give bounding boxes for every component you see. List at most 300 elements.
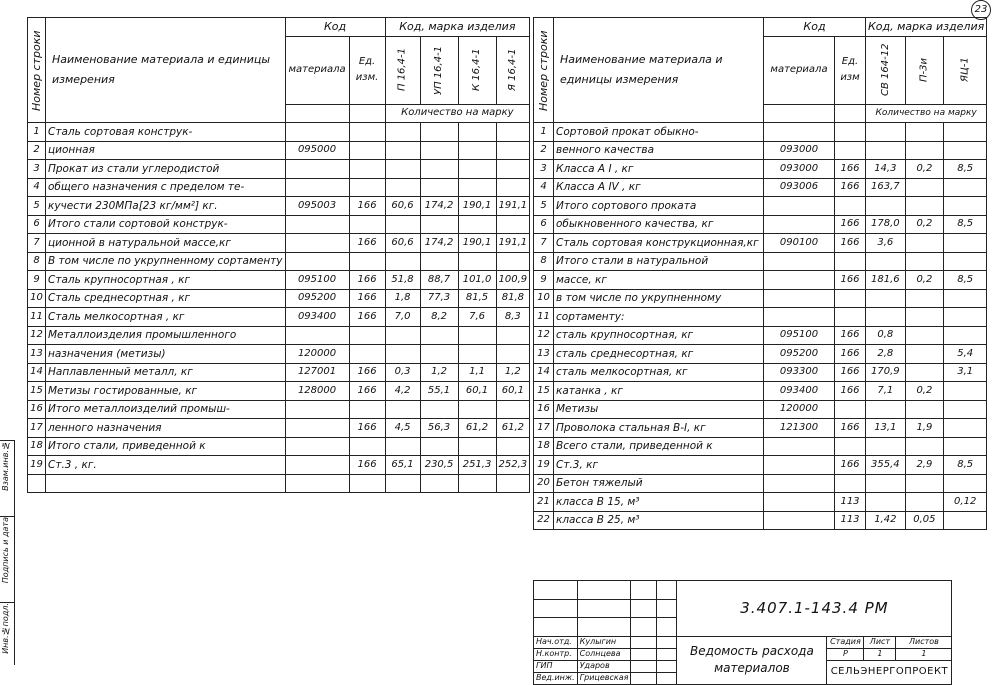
material-name: массе, кг (554, 271, 764, 290)
material-name: общего назначения с пределом те- (46, 178, 286, 197)
quantity-cell: 4,2 (385, 382, 420, 401)
table-row (28, 437, 530, 456)
mark-header: УП 16,4-1 (420, 36, 458, 104)
table-row (534, 160, 987, 179)
material-code (285, 437, 349, 456)
quantity-cell (496, 215, 530, 234)
quantity-cell (385, 160, 420, 179)
material-name: Класса А ІV , кг (554, 178, 764, 197)
row-number-header: Номер строки (534, 18, 554, 123)
quantity-cell: 191,1 (496, 197, 530, 216)
quantity-cell: 1,1 (458, 363, 496, 382)
material-code (285, 215, 349, 234)
quantity-cell (385, 123, 420, 142)
material-code: 090100 (764, 234, 835, 253)
table-row (534, 474, 987, 493)
table-row (534, 141, 987, 160)
material-name: Итого металлоизделий промыш- (46, 400, 286, 419)
material-code: 093000 (764, 141, 835, 160)
material-name: сортаменту: (554, 308, 764, 327)
quantity-cell (944, 511, 987, 530)
quantity-cell (385, 474, 420, 493)
table-row (28, 197, 530, 216)
table-row (534, 511, 987, 530)
stage-label: Стадия (827, 636, 864, 648)
unit-code (349, 252, 385, 271)
product-mark-header: Код, марка изделия (385, 18, 530, 37)
quantity-cell: 56,3 (420, 419, 458, 438)
material-name: Всего стали, приведенной к (554, 437, 764, 456)
material-name: назначения (метизы) (46, 345, 286, 364)
mark-header: ЯЦ-1 (944, 36, 987, 104)
sheets-value: 1 (896, 648, 952, 660)
quantity-cell: 60,1 (458, 382, 496, 401)
row-number: 16 (28, 400, 46, 419)
material-name: Ст.3, кг (554, 456, 764, 475)
material-code (285, 456, 349, 475)
quantity-cell: 8,3 (496, 308, 530, 327)
unit-code (835, 308, 866, 327)
unit-code: 166 (835, 326, 866, 345)
person-name: Ударов (577, 660, 631, 672)
table-row (28, 252, 530, 271)
table-row (534, 178, 987, 197)
row-number: 1 (28, 123, 46, 142)
material-name (46, 474, 286, 493)
document-code: 3.407.1-143.4 РМ (677, 581, 952, 637)
material-code: 095003 (285, 197, 349, 216)
quantity-cell (866, 474, 906, 493)
row-number: 6 (28, 215, 46, 234)
table-row (534, 382, 987, 401)
material-name: ционной в натуральной массе,кг (46, 234, 286, 253)
material-code (764, 437, 835, 456)
side-stamp (0, 440, 15, 665)
unit-code (349, 474, 385, 493)
unit-code: 166 (835, 363, 866, 382)
quantity-cell: 7,6 (458, 308, 496, 327)
quantity-cell (866, 493, 906, 512)
person-name: Кулыгин (577, 636, 631, 648)
row-number: 20 (534, 474, 554, 493)
material-code (764, 511, 835, 530)
unit-code: 166 (835, 456, 866, 475)
quantity-cell: 60,6 (385, 234, 420, 253)
row-number: 9 (28, 271, 46, 290)
unit-code (835, 252, 866, 271)
material-name: кучести 230МПа[23 кг/мм²] кг. (46, 197, 286, 216)
quantity-cell: 0,2 (905, 215, 944, 234)
table-row (28, 308, 530, 327)
material-code: 095000 (285, 141, 349, 160)
quantity-cell: 14,3 (866, 160, 906, 179)
material-code (285, 178, 349, 197)
row-number: 15 (28, 382, 46, 401)
material-code: 120000 (285, 345, 349, 364)
material-code: 093000 (764, 160, 835, 179)
material-code (764, 123, 835, 142)
quantity-cell (944, 197, 987, 216)
quantity-cell (866, 123, 906, 142)
quantity-cell: 100,9 (496, 271, 530, 290)
quantity-cell (866, 308, 906, 327)
row-number: 13 (534, 345, 554, 364)
material-name: Проволока стальная В-І, кг (554, 419, 764, 438)
table-row (28, 326, 530, 345)
quantity-cell (385, 178, 420, 197)
quantity-cell: 8,5 (944, 215, 987, 234)
row-number: 9 (534, 271, 554, 290)
quantity-cell (420, 437, 458, 456)
quantity-cell (458, 123, 496, 142)
material-name: Ст.3 , кг. (46, 456, 286, 475)
unit-code: 113 (835, 493, 866, 512)
material-code: 095200 (764, 345, 835, 364)
material-name: сталь крупносортная, кг (554, 326, 764, 345)
quantity-cell (866, 197, 906, 216)
quantity-cell: 174,2 (420, 234, 458, 253)
material-code: 093400 (285, 308, 349, 327)
row-number: 7 (534, 234, 554, 253)
material-name: сталь среднесортная, кг (554, 345, 764, 364)
quantity-cell (905, 308, 944, 327)
unit-code: 166 (835, 178, 866, 197)
quantity-header: Количество на марку (385, 104, 530, 123)
role-label: Нач.отд. (534, 636, 578, 648)
quantity-cell (496, 141, 530, 160)
code-header: Код (285, 18, 385, 37)
quantity-cell (458, 178, 496, 197)
table-row (28, 271, 530, 290)
quantity-cell (905, 437, 944, 456)
quantity-cell (496, 400, 530, 419)
material-name: В том числе по укрупненному сортаменту (46, 252, 286, 271)
quantity-cell: 0,2 (905, 160, 944, 179)
table-row (28, 160, 530, 179)
material-code: 095200 (285, 289, 349, 308)
quantity-cell (458, 160, 496, 179)
row-number: 5 (28, 197, 46, 216)
table-row (534, 363, 987, 382)
quantity-cell (496, 326, 530, 345)
quantity-cell: 81,8 (496, 289, 530, 308)
left-materials-table (27, 17, 530, 493)
table-row (534, 493, 987, 512)
row-number: 8 (534, 252, 554, 271)
row-number: 3 (534, 160, 554, 179)
material-name: ленного назначения (46, 419, 286, 438)
mark-header: П-3и (905, 36, 944, 104)
material-code: 095100 (285, 271, 349, 290)
quantity-cell (866, 289, 906, 308)
quantity-cell: 230,5 (420, 456, 458, 475)
unit-header: Ед. изм. (349, 36, 385, 104)
quantity-cell (944, 474, 987, 493)
quantity-cell: 1,2 (496, 363, 530, 382)
quantity-cell: 355,4 (866, 456, 906, 475)
material-code-header: материала (285, 36, 349, 104)
material-name: Итого стали сортовой конструк- (46, 215, 286, 234)
quantity-cell (496, 474, 530, 493)
table-row (28, 123, 530, 142)
quantity-cell (385, 437, 420, 456)
quantity-cell (905, 234, 944, 253)
quantity-cell: 4,5 (385, 419, 420, 438)
material-name: Бетон тяжелый (554, 474, 764, 493)
table-row (534, 326, 987, 345)
quantity-cell: 2,9 (905, 456, 944, 475)
quantity-cell: 7,1 (866, 382, 906, 401)
quantity-cell (458, 474, 496, 493)
sheet-label: Лист (864, 636, 896, 648)
material-name: Итого стали, приведенной к (46, 437, 286, 456)
row-number: 16 (534, 400, 554, 419)
sheets-label: Листов (896, 636, 952, 648)
material-name: сталь мелкосортная, кг (554, 363, 764, 382)
quantity-cell (944, 382, 987, 401)
quantity-cell (866, 437, 906, 456)
quantity-cell (496, 252, 530, 271)
quantity-cell: 2,8 (866, 345, 906, 364)
material-code (285, 400, 349, 419)
stage-value: Р (827, 648, 864, 660)
table-row (28, 419, 530, 438)
table-row (534, 400, 987, 419)
row-number-header: Номер строки (28, 18, 46, 123)
row-number: 10 (28, 289, 46, 308)
quantity-cell: 190,1 (458, 234, 496, 253)
quantity-cell (866, 141, 906, 160)
material-code (764, 252, 835, 271)
sheet-value: 1 (864, 648, 896, 660)
unit-code (349, 178, 385, 197)
table-row (534, 234, 987, 253)
row-number: 2 (28, 141, 46, 160)
quantity-header: Количество на марку (866, 104, 987, 123)
quantity-cell (385, 326, 420, 345)
unit-code: 166 (349, 456, 385, 475)
material-name: Сталь крупносортная , кг (46, 271, 286, 290)
quantity-cell (458, 215, 496, 234)
right-materials-table (533, 17, 987, 530)
row-number: 6 (534, 215, 554, 234)
quantity-cell (905, 363, 944, 382)
quantity-cell (385, 400, 420, 419)
quantity-cell: 0,2 (905, 271, 944, 290)
material-code (764, 474, 835, 493)
row-number: 4 (28, 178, 46, 197)
material-name: Металлоизделия промышленного (46, 326, 286, 345)
quantity-cell (866, 252, 906, 271)
material-code (285, 419, 349, 438)
table-row (534, 345, 987, 364)
material-code (764, 271, 835, 290)
document-title: Ведомость расхода материалов (677, 636, 827, 684)
side-stamp-field: Инв.№подл. (1, 603, 10, 654)
unit-code (835, 437, 866, 456)
quantity-cell (905, 493, 944, 512)
unit-code: 166 (835, 160, 866, 179)
quantity-cell: 81,5 (458, 289, 496, 308)
material-name: Прокат из стали углеродистой (46, 160, 286, 179)
quantity-cell (905, 400, 944, 419)
material-name: Итого сортового проката (554, 197, 764, 216)
quantity-cell (458, 326, 496, 345)
material-name: Класса А І , кг (554, 160, 764, 179)
quantity-cell (420, 160, 458, 179)
row-number: 5 (534, 197, 554, 216)
unit-code (349, 345, 385, 364)
row-number: 10 (534, 289, 554, 308)
material-name: обыкновенного качества, кг (554, 215, 764, 234)
quantity-cell: 252,3 (496, 456, 530, 475)
unit-code (349, 326, 385, 345)
product-mark-header: Код, марка изделия (866, 18, 987, 37)
quantity-cell (944, 437, 987, 456)
quantity-cell (385, 252, 420, 271)
table-row (28, 345, 530, 364)
quantity-cell (944, 400, 987, 419)
quantity-cell (905, 326, 944, 345)
table-row (534, 123, 987, 142)
row-number: 17 (534, 419, 554, 438)
quantity-cell (458, 400, 496, 419)
quantity-cell: 8,5 (944, 456, 987, 475)
material-code: 095100 (764, 326, 835, 345)
row-number: 14 (28, 363, 46, 382)
material-code (764, 197, 835, 216)
quantity-cell (944, 289, 987, 308)
quantity-cell: 1,42 (866, 511, 906, 530)
material-name: венного качества (554, 141, 764, 160)
unit-code (349, 400, 385, 419)
table-row (28, 215, 530, 234)
table-row (28, 474, 530, 493)
person-name: Солнцева (577, 648, 631, 660)
row-number: 18 (534, 437, 554, 456)
quantity-cell (944, 326, 987, 345)
material-code: 093300 (764, 363, 835, 382)
unit-code: 166 (349, 419, 385, 438)
mark-header: СВ 164-12 (866, 36, 906, 104)
material-code: 121300 (764, 419, 835, 438)
material-name: ционная (46, 141, 286, 160)
unit-code: 166 (835, 234, 866, 253)
quantity-cell (905, 252, 944, 271)
quantity-cell: 60,6 (385, 197, 420, 216)
unit-code: 166 (349, 271, 385, 290)
quantity-cell: 3,1 (944, 363, 987, 382)
material-code: 128000 (285, 382, 349, 401)
row-number: 22 (534, 511, 554, 530)
quantity-cell: 61,2 (496, 419, 530, 438)
material-code (764, 289, 835, 308)
quantity-cell: 163,7 (866, 178, 906, 197)
quantity-cell: 0,8 (866, 326, 906, 345)
unit-code (835, 197, 866, 216)
row-number: 1 (534, 123, 554, 142)
quantity-cell (385, 215, 420, 234)
quantity-cell (420, 252, 458, 271)
row-number: 7 (28, 234, 46, 253)
material-code (764, 215, 835, 234)
quantity-cell (420, 345, 458, 364)
quantity-cell: 8,5 (944, 160, 987, 179)
quantity-cell (944, 252, 987, 271)
quantity-cell (496, 437, 530, 456)
quantity-cell (905, 474, 944, 493)
material-name: в том числе по укрупненному (554, 289, 764, 308)
quantity-cell: 5,4 (944, 345, 987, 364)
unit-code (349, 215, 385, 234)
unit-code: 166 (835, 345, 866, 364)
material-name: катанка , кг (554, 382, 764, 401)
unit-header: Ед. изм (835, 36, 866, 104)
code-header: Код (764, 18, 866, 37)
quantity-cell (866, 400, 906, 419)
material-name: Сталь сортовая конструк- (46, 123, 286, 142)
quantity-cell (905, 178, 944, 197)
quantity-cell (420, 474, 458, 493)
quantity-cell (944, 419, 987, 438)
quantity-cell: 1,9 (905, 419, 944, 438)
mark-header: П 16,4-1 (385, 36, 420, 104)
quantity-cell: 55,1 (420, 382, 458, 401)
quantity-cell: 7,0 (385, 308, 420, 327)
row-number: 18 (28, 437, 46, 456)
quantity-cell: 8,5 (944, 271, 987, 290)
quantity-cell: 251,3 (458, 456, 496, 475)
material-name: Наплавленный металл, кг (46, 363, 286, 382)
quantity-cell: 1,8 (385, 289, 420, 308)
material-code (764, 456, 835, 475)
unit-code (835, 141, 866, 160)
quantity-cell: 8,2 (420, 308, 458, 327)
quantity-cell: 101,0 (458, 271, 496, 290)
title-block (533, 580, 952, 685)
material-code (285, 160, 349, 179)
row-number: 12 (28, 326, 46, 345)
material-name: Сталь мелкосортная , кг (46, 308, 286, 327)
material-code: 120000 (764, 400, 835, 419)
row-number: 4 (534, 178, 554, 197)
row-number: 11 (28, 308, 46, 327)
quantity-cell: 191,1 (496, 234, 530, 253)
table-row (28, 289, 530, 308)
quantity-cell (905, 289, 944, 308)
quantity-cell: 51,8 (385, 271, 420, 290)
organization-name: СЕЛЬЭНЕРГОПРОЕКТ (827, 660, 952, 684)
role-label: ГИП (534, 660, 578, 672)
unit-code (349, 437, 385, 456)
material-name: Сортовой прокат обыкно- (554, 123, 764, 142)
unit-code (349, 141, 385, 160)
quantity-cell (420, 400, 458, 419)
quantity-cell: 60,1 (496, 382, 530, 401)
material-name: Сталь сортовая конструкционная,кг (554, 234, 764, 253)
unit-code: 166 (349, 363, 385, 382)
quantity-cell (496, 160, 530, 179)
material-code (764, 308, 835, 327)
unit-code (835, 123, 866, 142)
material-name: Итого стали в натуральной (554, 252, 764, 271)
quantity-cell (496, 345, 530, 364)
material-code: 093006 (764, 178, 835, 197)
quantity-cell (420, 178, 458, 197)
name-header: Наименование материала и единицы измерения (554, 18, 764, 123)
quantity-cell: 181,6 (866, 271, 906, 290)
side-stamp-field: Взам.инв.№ (1, 441, 10, 491)
